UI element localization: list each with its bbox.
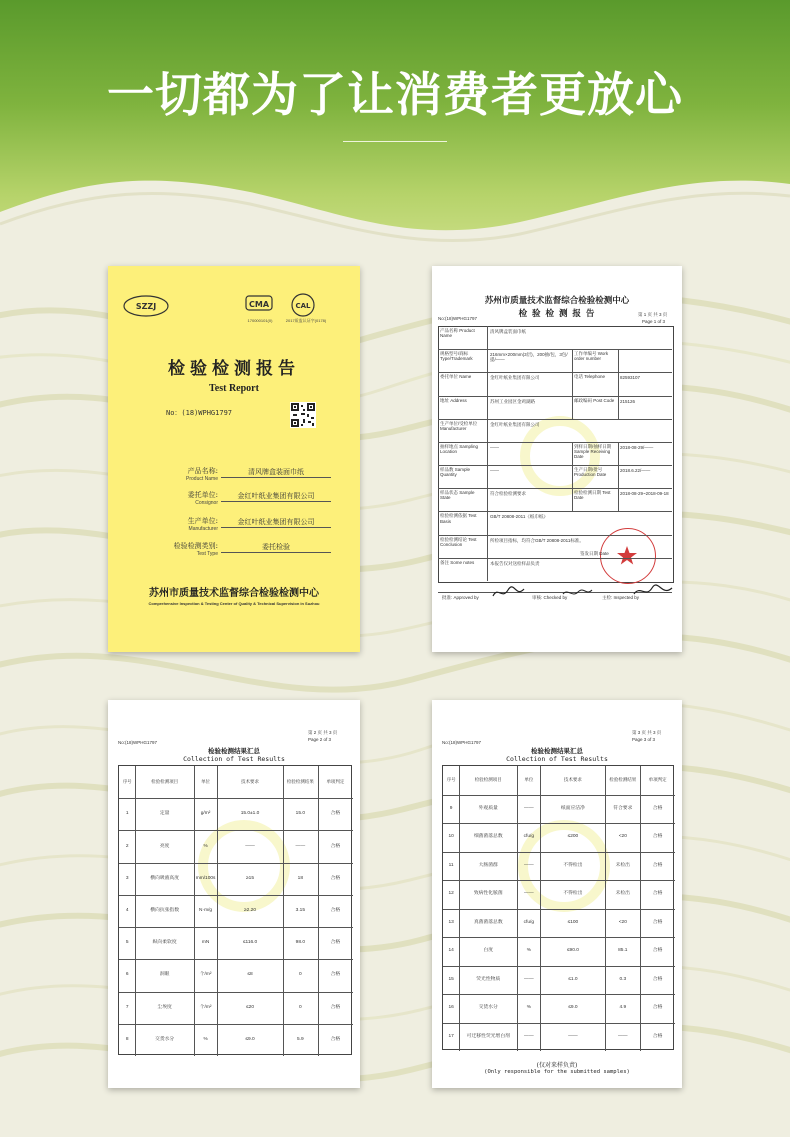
table-cell: ≤20 (246, 1004, 254, 1010)
row-value: 金红叶纸业集团有限公司 (237, 492, 315, 500)
table-cell: 交货水分 (155, 1036, 175, 1042)
page2-report-no: No:(18)WPHG1797 (118, 740, 158, 745)
row-value: 金红叶纸业集团有限公司 (237, 518, 315, 526)
cover-title-en: Test Report (209, 383, 259, 394)
report-page-3 (432, 700, 682, 1088)
table-header-cell: 检验检测项目 (474, 777, 502, 783)
table-cell: 大肠菌群 (478, 862, 498, 868)
table-cell: 尘埃度 (157, 1004, 172, 1010)
info-row-value: 符合检验检测要求 (490, 491, 526, 497)
info-row-value: 金红叶纸业集团有限公司 (490, 421, 540, 427)
info-row-key: 电话 Telephone (574, 374, 606, 380)
checked-by: 审核: Checked by (532, 595, 568, 600)
table-cell: 85.1 (618, 948, 628, 954)
table-cell: ≤90.0 (566, 948, 579, 954)
info-row-value: 本报告仅对送检样品负责 (490, 560, 540, 566)
table-cell: % (526, 948, 531, 954)
table-cell: 合格 (330, 972, 341, 978)
report-cover (108, 266, 360, 652)
svg-text:SZZJ: SZZJ (135, 302, 157, 311)
info-row-value: —— (490, 444, 499, 450)
cma-logo (244, 294, 276, 316)
table-cell: ≤9.0 (568, 1005, 578, 1011)
signature-approver (490, 584, 530, 602)
page3-title-en: Collection of Test Results (506, 755, 608, 763)
table-cell: 0 (299, 1004, 302, 1010)
headline-divider (343, 141, 447, 142)
table-cell: 15.0 (295, 811, 306, 817)
report-page-2 (108, 700, 360, 1088)
page2-number: 第 2 页 共 3 页 (308, 730, 338, 735)
table-cell: ≥2.20 (244, 908, 257, 913)
table-cell: 不得检出 (563, 862, 583, 868)
page3-number: 第 3 页 共 3 页 (632, 730, 662, 735)
cal-logo (288, 292, 318, 318)
table-cell: % (203, 843, 208, 849)
svg-text:CMA: CMA (248, 300, 270, 309)
table-cell: 荧光性物质 (476, 976, 501, 982)
table-cell: % (203, 1036, 208, 1042)
info-row-key: 规格型号/商标 Type/Trademark (440, 351, 473, 362)
row-label-en: Manufacturer (188, 526, 218, 532)
table-cell: —— (245, 843, 255, 849)
table-cell: 外观质量 (478, 805, 498, 811)
table-cell: ≤100 (567, 919, 579, 925)
table-cell: 个/m² (199, 1004, 212, 1010)
table-cell: 未检出 (615, 891, 630, 897)
table-cell: 合格 (652, 1005, 663, 1011)
inspected-by: 主检: Inspected by (602, 595, 640, 600)
info-row-key: 工作单编号 Work order number (574, 351, 609, 362)
page3-report-no: No:(18)WPHG1797 (442, 740, 482, 745)
issue-date-label: 签发日期 Date (580, 551, 609, 556)
table-cell: 真菌菌落总数 (473, 919, 503, 925)
table-cell: 5.9 (297, 1036, 304, 1042)
table-cell: 0 (299, 972, 302, 978)
approved-by: 批准: Approved by (442, 595, 479, 600)
table-cell: 合格 (330, 940, 341, 946)
table-cell: —— (524, 805, 534, 811)
table-cell: ≤200 (567, 834, 579, 840)
page3-title-cn: 检验检测结果汇总 (531, 747, 583, 755)
table-cell: 98.0 (295, 940, 306, 946)
table-cell: 5 (125, 940, 129, 946)
table-cell: 定量 (159, 811, 170, 817)
info-row-key: 生产单位/受检单位 Manufacturer (440, 420, 478, 431)
info-row-key: 委托单位 Name (440, 374, 472, 380)
table-cell: 6 (125, 972, 129, 978)
info-row-key: 邮政编码 Post Code (574, 397, 615, 403)
info-row-value: GB/T 20808-2011《纸巾纸》 (490, 514, 548, 520)
table-cell: 18 (297, 875, 304, 881)
table-cell: 亮度 (159, 843, 170, 849)
table-cell: 1 (125, 811, 129, 817)
table-cell: —— (295, 843, 306, 849)
table-cell: 7 (125, 1004, 129, 1010)
table-cell: 未检出 (615, 862, 630, 868)
table-header-cell: 技术要求 (241, 779, 260, 785)
table-header-cell: 序号 (122, 779, 132, 785)
info-row-key: 抽样地点 Sampling Location (440, 443, 479, 455)
table-cell: 8 (125, 1036, 129, 1042)
table-header-cell: 序号 (446, 777, 456, 783)
page2-title-cn: 检验检测结果汇总 (208, 747, 260, 755)
table-cell: 纸面应洁净 (560, 805, 585, 811)
table-cell: 12 (448, 891, 454, 897)
table-cell: 洞眼 (159, 972, 170, 978)
row-label: 委托单位: (187, 491, 218, 499)
table-cell: 合格 (652, 1033, 663, 1039)
table-header-cell: 单位 (524, 777, 534, 783)
table-cell: —— (568, 1033, 578, 1039)
table-cell: 16 (448, 1005, 454, 1011)
info-row-key: 到样日期/抽样日期 Sample Receiving Date (574, 443, 612, 460)
table-cell: % (526, 1005, 531, 1011)
table-header-cell: 单项判定 (648, 777, 667, 783)
table-cell: 合格 (330, 908, 341, 913)
row-value: 委托检验 (262, 543, 290, 551)
table-cell: —— (524, 1033, 534, 1039)
info-row-key: 备注 Some notes (440, 559, 475, 565)
table-cell: —— (524, 976, 534, 982)
page3-footer-cn: (仅对来样负责) (536, 1062, 578, 1069)
info-row-value: —— (490, 468, 499, 474)
table-cell: 合格 (330, 1004, 341, 1010)
table-cell: 合格 (652, 919, 663, 925)
table-cell: 2 (125, 843, 129, 849)
table-cell: 11 (448, 862, 454, 868)
table-cell: ≤116.0 (242, 940, 258, 946)
info-row-key: 产品名称 Product Name (440, 328, 475, 339)
info-row-key: 样品数 Sample Quantity (440, 467, 471, 478)
signature-checker (560, 584, 596, 602)
info-row-key: 生产日期/批号 Production Date (574, 467, 607, 478)
info-row-value: 2018-08-29~2018-09-18 (620, 491, 669, 497)
info-row-value: 216mm×200mm(3层)，200抽/包，3包/提/—— (490, 352, 568, 363)
table-cell: cfu/g (523, 919, 535, 925)
table-cell: 10 (448, 834, 454, 840)
row-label: 生产单位: (187, 517, 218, 525)
qr-code (290, 402, 316, 428)
table-cell: g/m² (200, 811, 211, 817)
info-row-key: 样品状态 Sample State (440, 490, 475, 501)
results-table-3 (442, 765, 674, 1050)
cma-code: 170000101(0) (247, 318, 273, 323)
row-label-en: Consignor (195, 500, 218, 506)
table-cell: 合格 (330, 811, 341, 817)
table-cell: ≥15 (246, 875, 254, 881)
table-cell: 3 (125, 875, 129, 881)
table-cell: —— (617, 1033, 628, 1039)
table-cell: cfu/g (523, 834, 535, 840)
table-cell: 个/m² (199, 972, 212, 978)
cal-code: 2017质监认证字(0178) (285, 318, 327, 323)
cover-number: No：(18)WPHG1797 (166, 409, 233, 417)
info-row-value: 金红叶纸业集团有限公司 (490, 375, 540, 381)
page3-number-en: Page 3 of 3 (632, 737, 656, 742)
table-cell: 可迁移性荧光增白剂 (466, 1033, 510, 1039)
table-cell: 合格 (330, 875, 341, 881)
info-row-value: 2018.6.22/—— (620, 468, 651, 474)
signature-inspector (632, 582, 674, 602)
table-cell: 横向抗张指数 (150, 908, 180, 913)
table-header-cell: 单项判定 (326, 779, 345, 785)
table-cell: 符合要求 (613, 805, 633, 811)
table-cell: <20 (618, 834, 627, 840)
table-cell: 横向吸液高度 (150, 875, 180, 881)
table-cell: 合格 (330, 843, 341, 849)
table-cell: 合格 (330, 1036, 341, 1042)
row-label: 产品名称: (187, 467, 218, 475)
table-header-cell: 检验检测结果 (286, 779, 314, 785)
cover-org-en: Comprehensive Inspection & Testing Center of Quality & Technical Supervision in Suzhou (148, 601, 320, 606)
table-cell: 14 (448, 948, 454, 954)
page-headline: 一切都为了让消费者更放心 (107, 68, 683, 123)
table-cell: ≤9.0 (245, 1036, 255, 1042)
table-cell: 17 (448, 1033, 454, 1039)
page2-number-en: Page 2 of 3 (308, 737, 332, 742)
cover-title-cn: 检验检测报告 (168, 359, 300, 379)
table-cell: 4 (125, 908, 129, 913)
report-page: 第 1 页 共 3 页 (638, 312, 668, 317)
table-header-cell: 技术要求 (563, 777, 582, 783)
svg-text:CAL: CAL (295, 302, 311, 310)
table-cell: 3.15 (295, 908, 306, 913)
table-cell: 9 (449, 805, 453, 811)
info-row-key: 检验检测日期 Test Date (574, 490, 611, 501)
report-page-1 (432, 266, 682, 652)
row-label-en: Test Type (196, 551, 218, 557)
table-cell: 13 (448, 919, 454, 925)
table-cell: mm/100s (195, 875, 216, 881)
table-cell: 4.9 (619, 1005, 627, 1011)
page3-footer-en: (Only responsible for the submitted samples) (484, 1069, 630, 1075)
info-row-value: 82593107 (620, 375, 641, 381)
info-row-key: 地址 Address (440, 397, 467, 403)
table-cell: mN (201, 940, 210, 946)
report-page-en: Page 1 of 3 (642, 319, 666, 324)
table-cell: 细菌菌落总数 (473, 834, 503, 840)
table-cell: 白度 (483, 948, 494, 954)
table-cell: 纵向柔软度 (152, 940, 177, 946)
table-header-cell: 单位 (201, 779, 211, 785)
table-cell: <20 (618, 919, 627, 925)
table-cell: 0.3 (619, 976, 627, 982)
info-row-value: 215126 (620, 398, 636, 404)
results-table-2 (118, 765, 352, 1055)
info-row-value: 清风牌盒装面巾纸 (490, 329, 526, 334)
table-cell: —— (524, 862, 534, 868)
table-cell: 合格 (652, 948, 663, 954)
table-cell: 15 (448, 976, 454, 982)
report-org: 苏州市质量技术监督综合检验检测中心 (484, 296, 630, 306)
szzj-logo (122, 294, 170, 318)
table-cell: 合格 (652, 862, 663, 868)
table-cell: 合格 (652, 834, 663, 840)
page2-title-en: Collection of Test Results (183, 755, 285, 763)
table-cell: 合格 (652, 805, 663, 811)
table-cell: ≤8 (247, 972, 253, 978)
table-cell: ≤1.0 (568, 976, 578, 982)
table-cell: 交货水分 (478, 1005, 498, 1011)
row-value: 清风牌盒装面巾纸 (248, 468, 304, 476)
info-row-value: 所检项目指标，均符合GB/T 20808-2011标准。 (490, 537, 584, 543)
info-row-key: 检验检测依据 Test Basis (440, 513, 477, 524)
table-cell: 合格 (652, 891, 663, 897)
info-row-value: 苏州工业园区金鸡湖路 (490, 398, 535, 404)
table-cell: 合格 (652, 976, 663, 982)
row-label-en: Product Name (186, 476, 218, 482)
cover-org-cn: 苏州市质量技术监督综合检验检测中心 (149, 588, 319, 599)
table-header-cell: 检验检测结果 (609, 777, 637, 783)
table-cell: 不得检出 (563, 891, 583, 897)
table-cell: 15.0±1.0 (240, 811, 260, 817)
table-cell: N·m/g (199, 908, 213, 913)
table-cell: —— (524, 891, 534, 897)
row-label: 检验检测类别: (173, 542, 218, 550)
table-header-cell: 检验检测项目 (151, 779, 179, 785)
report-number: No:(18)WPHG1797 (438, 316, 478, 321)
table-cell: 致病性化脓菌 (473, 891, 503, 897)
report-title: 检 验 检 测 报 告 (518, 309, 596, 319)
info-row-value: 2018-08-29/—— (620, 444, 654, 450)
info-row-key: 检验检测结论 Test Conclusion (440, 536, 477, 547)
